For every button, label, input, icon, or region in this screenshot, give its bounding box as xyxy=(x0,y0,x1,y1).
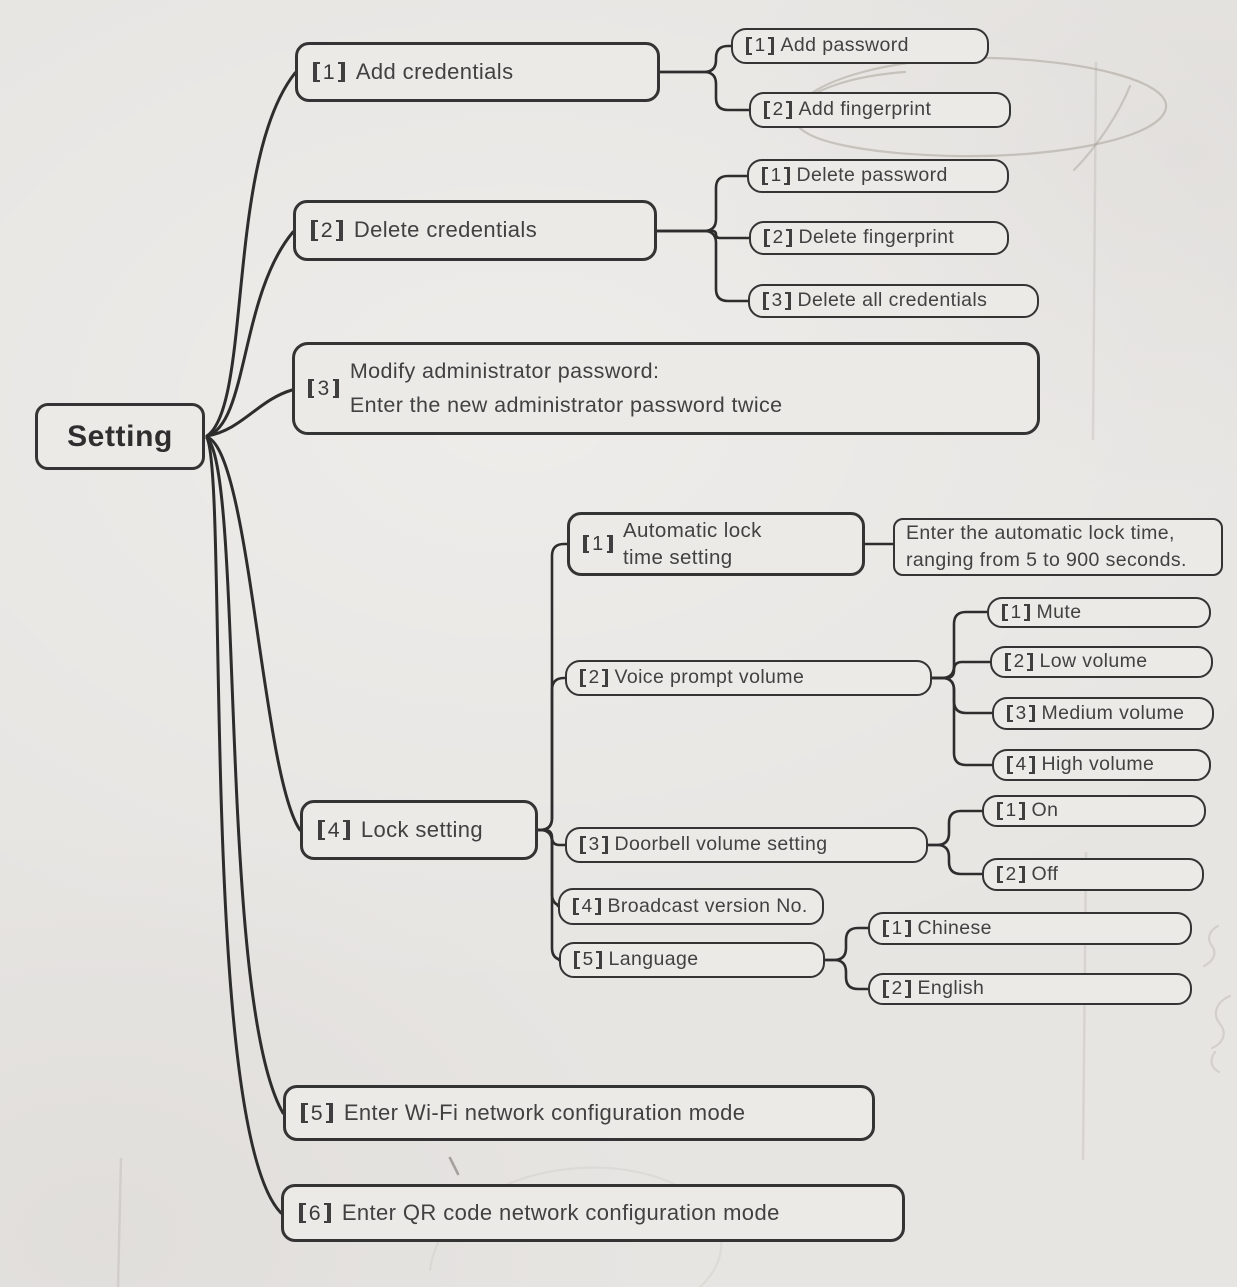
right-lenticular-bracket-icon xyxy=(607,535,613,554)
node-setting xyxy=(35,403,205,470)
node-label xyxy=(797,164,948,187)
right-lenticular-bracket-icon xyxy=(784,167,790,185)
node-number: 2 xyxy=(772,227,784,248)
node-label xyxy=(356,59,514,85)
node-delete-all-credentials xyxy=(748,284,1039,318)
node-number: 1 xyxy=(1005,800,1017,821)
root-label: Setting xyxy=(67,419,173,453)
right-lenticular-bracket-icon xyxy=(905,920,911,938)
node-number: 1 xyxy=(1010,601,1022,623)
bracket-number xyxy=(574,949,602,971)
node-auto-lock-time xyxy=(567,512,865,576)
right-lenticular-bracket-icon xyxy=(786,229,792,247)
node-label-line: Broadcast version No. xyxy=(607,894,808,917)
node-modify-admin-password xyxy=(292,342,1040,435)
bracket-number xyxy=(1007,703,1035,725)
node-label xyxy=(1042,702,1185,725)
node-label-line: Delete all credentials xyxy=(797,289,988,312)
node-number: 2 xyxy=(891,978,903,999)
bracket-number xyxy=(764,99,792,121)
node-label-line: Add password xyxy=(780,34,909,57)
node-label xyxy=(342,1200,780,1226)
node-broadcast-version xyxy=(558,888,824,925)
node-label xyxy=(608,895,808,918)
node-label xyxy=(609,948,699,971)
node-label xyxy=(615,666,805,689)
right-lenticular-bracket-icon xyxy=(1019,866,1025,884)
node-auto-lock-note xyxy=(893,518,1223,576)
right-lenticular-bracket-icon xyxy=(596,951,602,969)
node-label-line: On xyxy=(1031,799,1059,822)
node-lock-setting xyxy=(300,800,538,860)
bracket-number xyxy=(746,35,774,57)
node-label-line: ranging from 5 to 900 seconds. xyxy=(906,549,1187,571)
right-lenticular-bracket-icon xyxy=(324,1203,331,1223)
right-lenticular-bracket-icon xyxy=(336,220,343,240)
node-medium-volume xyxy=(992,697,1214,730)
connector-setting-to-add-credentials xyxy=(207,73,295,436)
right-lenticular-bracket-icon xyxy=(602,669,608,687)
node-label xyxy=(918,917,992,940)
pencil-scribble xyxy=(1212,1052,1219,1072)
node-add-password xyxy=(731,28,989,64)
node-label-line: time setting xyxy=(622,546,733,569)
node-language xyxy=(559,942,825,978)
bracket-number xyxy=(997,864,1025,886)
node-label xyxy=(350,355,783,422)
connector-setting-to-wifi-config xyxy=(207,438,283,1113)
bracket-number xyxy=(1007,754,1035,776)
right-lenticular-bracket-icon xyxy=(905,980,911,998)
node-label xyxy=(906,520,1187,574)
node-add-fingerprint xyxy=(749,92,1011,128)
bracket-number xyxy=(308,377,339,401)
node-number: 5 xyxy=(582,949,594,970)
node-label-line: Doorbell volume setting xyxy=(614,833,828,856)
node-label-line: Language xyxy=(608,948,699,971)
right-lenticular-bracket-icon xyxy=(786,101,792,119)
node-number: 1 xyxy=(322,59,336,84)
node-label xyxy=(781,34,909,57)
node-label xyxy=(344,1100,746,1126)
bracket-number xyxy=(313,60,345,85)
node-label xyxy=(1040,650,1148,673)
left-lenticular-bracket-icon xyxy=(318,820,325,840)
node-doorbell-off xyxy=(982,858,1204,891)
right-lenticular-bracket-icon xyxy=(1024,604,1030,622)
node-label-line: Enter Wi-Fi network configuration mode xyxy=(343,1099,746,1125)
node-voice-prompt-volume xyxy=(565,660,932,696)
node-number: 2 xyxy=(772,99,784,120)
bracket-number xyxy=(318,818,350,843)
bracket-number xyxy=(997,800,1025,822)
node-delete-password xyxy=(747,159,1009,193)
right-lenticular-bracket-icon xyxy=(1029,705,1035,723)
node-delete-credentials xyxy=(293,200,657,261)
node-label-line: Enter QR code network configuration mode xyxy=(341,1199,780,1225)
node-label-line: Off xyxy=(1031,862,1059,885)
node-label xyxy=(361,817,483,843)
bracket-number xyxy=(1005,651,1033,673)
node-number: 3 xyxy=(771,290,783,311)
node-english xyxy=(868,973,1192,1005)
node-label-line: Voice prompt volume xyxy=(614,666,805,689)
node-number: 6 xyxy=(308,1200,322,1225)
right-lenticular-bracket-icon xyxy=(602,836,608,854)
node-chinese xyxy=(868,912,1192,945)
pencil-scribble xyxy=(1212,996,1230,1048)
node-label xyxy=(799,98,932,121)
bracket-number xyxy=(299,1201,331,1226)
node-label xyxy=(799,226,955,249)
connector-elbow xyxy=(657,231,748,301)
connector-elbow xyxy=(932,678,992,765)
pencil-tick xyxy=(450,1158,458,1174)
node-label xyxy=(1037,601,1082,624)
node-label-line: Delete password xyxy=(796,164,948,187)
bracket-number xyxy=(1002,602,1030,624)
node-label-line: Automatic lock xyxy=(622,518,762,542)
node-label-line: Low volume xyxy=(1039,650,1148,673)
connector-elbow xyxy=(932,612,987,678)
node-number: 1 xyxy=(891,917,903,939)
node-number: 1 xyxy=(592,532,604,555)
right-lenticular-bracket-icon xyxy=(326,1103,333,1123)
node-number: 4 xyxy=(1015,754,1027,775)
node-label xyxy=(918,977,985,1000)
connector-elbow xyxy=(928,845,982,874)
left-lenticular-bracket-icon xyxy=(311,220,318,240)
right-lenticular-bracket-icon xyxy=(333,379,339,399)
setting-fan-lines xyxy=(207,73,300,1213)
right-lenticular-bracket-icon xyxy=(338,62,345,82)
node-label-line: Modify administrator password: xyxy=(349,359,660,384)
connector-elbow xyxy=(932,662,990,678)
node-low-volume xyxy=(990,646,1213,678)
connector-setting-to-delete-credentials xyxy=(207,232,293,436)
pencil-circle-tail xyxy=(1074,86,1130,170)
node-label-line: Mute xyxy=(1036,600,1082,623)
node-qr-config xyxy=(281,1184,905,1242)
node-label-line: Add fingerprint xyxy=(798,98,932,121)
node-label-line: Enter the automatic lock time, xyxy=(906,522,1175,545)
node-label-line: Add credentials xyxy=(355,58,514,84)
node-delete-fingerprint xyxy=(749,221,1009,255)
bracket-number xyxy=(311,218,343,243)
left-lenticular-bracket-icon xyxy=(299,1203,306,1223)
bracket-number xyxy=(762,165,790,187)
node-label-line: Enter the new administrator password twice xyxy=(349,392,783,417)
node-label-line: High volume xyxy=(1041,753,1155,776)
node-add-credentials xyxy=(295,42,660,102)
node-number: 1 xyxy=(754,35,766,56)
node-number: 3 xyxy=(317,376,330,400)
connector-elbow xyxy=(825,960,868,989)
right-lenticular-bracket-icon xyxy=(595,898,601,916)
bracket-number xyxy=(763,290,791,312)
connector-elbow xyxy=(660,72,749,110)
node-high-volume xyxy=(992,749,1211,781)
connector-elbow xyxy=(825,928,868,960)
left-lenticular-bracket-icon xyxy=(301,1103,308,1123)
node-number: 2 xyxy=(588,667,600,688)
bracket-number xyxy=(580,667,608,689)
connector-elbow xyxy=(538,678,565,830)
node-number: 5 xyxy=(310,1100,324,1125)
node-wifi-config xyxy=(283,1085,875,1141)
bracket-number xyxy=(583,533,613,556)
node-label-line: Chinese xyxy=(917,916,992,939)
node-number: 2 xyxy=(1005,863,1017,885)
right-lenticular-bracket-icon xyxy=(1019,802,1025,820)
connector-elbow xyxy=(660,46,731,72)
node-label xyxy=(1032,863,1059,886)
bracket-number xyxy=(883,978,911,1000)
node-number: 3 xyxy=(1015,702,1027,724)
node-label-line: English xyxy=(917,977,985,1000)
bracket-number xyxy=(883,918,911,940)
node-number: 4 xyxy=(581,895,593,917)
node-number: 3 xyxy=(588,834,600,855)
node-label-line: Lock setting xyxy=(360,816,484,842)
bracket-number xyxy=(580,834,608,856)
node-number: 2 xyxy=(320,218,334,242)
right-lenticular-bracket-icon xyxy=(1027,653,1033,671)
node-number: 2 xyxy=(1013,651,1025,672)
bracket-number xyxy=(301,1101,333,1126)
node-label-line: Medium volume xyxy=(1041,701,1185,724)
node-mute xyxy=(987,597,1211,628)
connector-elbow xyxy=(932,678,992,713)
node-label xyxy=(798,289,988,312)
node-label xyxy=(623,517,762,571)
node-label xyxy=(1032,799,1059,822)
right-lenticular-bracket-icon xyxy=(785,292,791,310)
node-number: 1 xyxy=(770,165,782,186)
connector-elbow xyxy=(657,176,747,231)
node-label-line: Delete credentials xyxy=(353,217,538,243)
right-lenticular-bracket-icon xyxy=(1029,756,1035,774)
node-label xyxy=(1042,753,1155,776)
pencil-scribble xyxy=(1204,926,1218,966)
node-label-line: Delete fingerprint xyxy=(798,226,955,249)
node-number: 4 xyxy=(327,817,341,842)
left-lenticular-bracket-icon xyxy=(313,62,320,82)
right-lenticular-bracket-icon xyxy=(768,37,774,55)
connector-elbow xyxy=(928,811,982,845)
node-doorbell-volume xyxy=(565,827,928,863)
bracket-number xyxy=(764,227,792,249)
node-label xyxy=(615,833,828,856)
bracket-number xyxy=(573,896,601,918)
right-lenticular-bracket-icon xyxy=(343,820,350,840)
node-label xyxy=(354,217,537,243)
node-doorbell-on xyxy=(982,795,1206,827)
